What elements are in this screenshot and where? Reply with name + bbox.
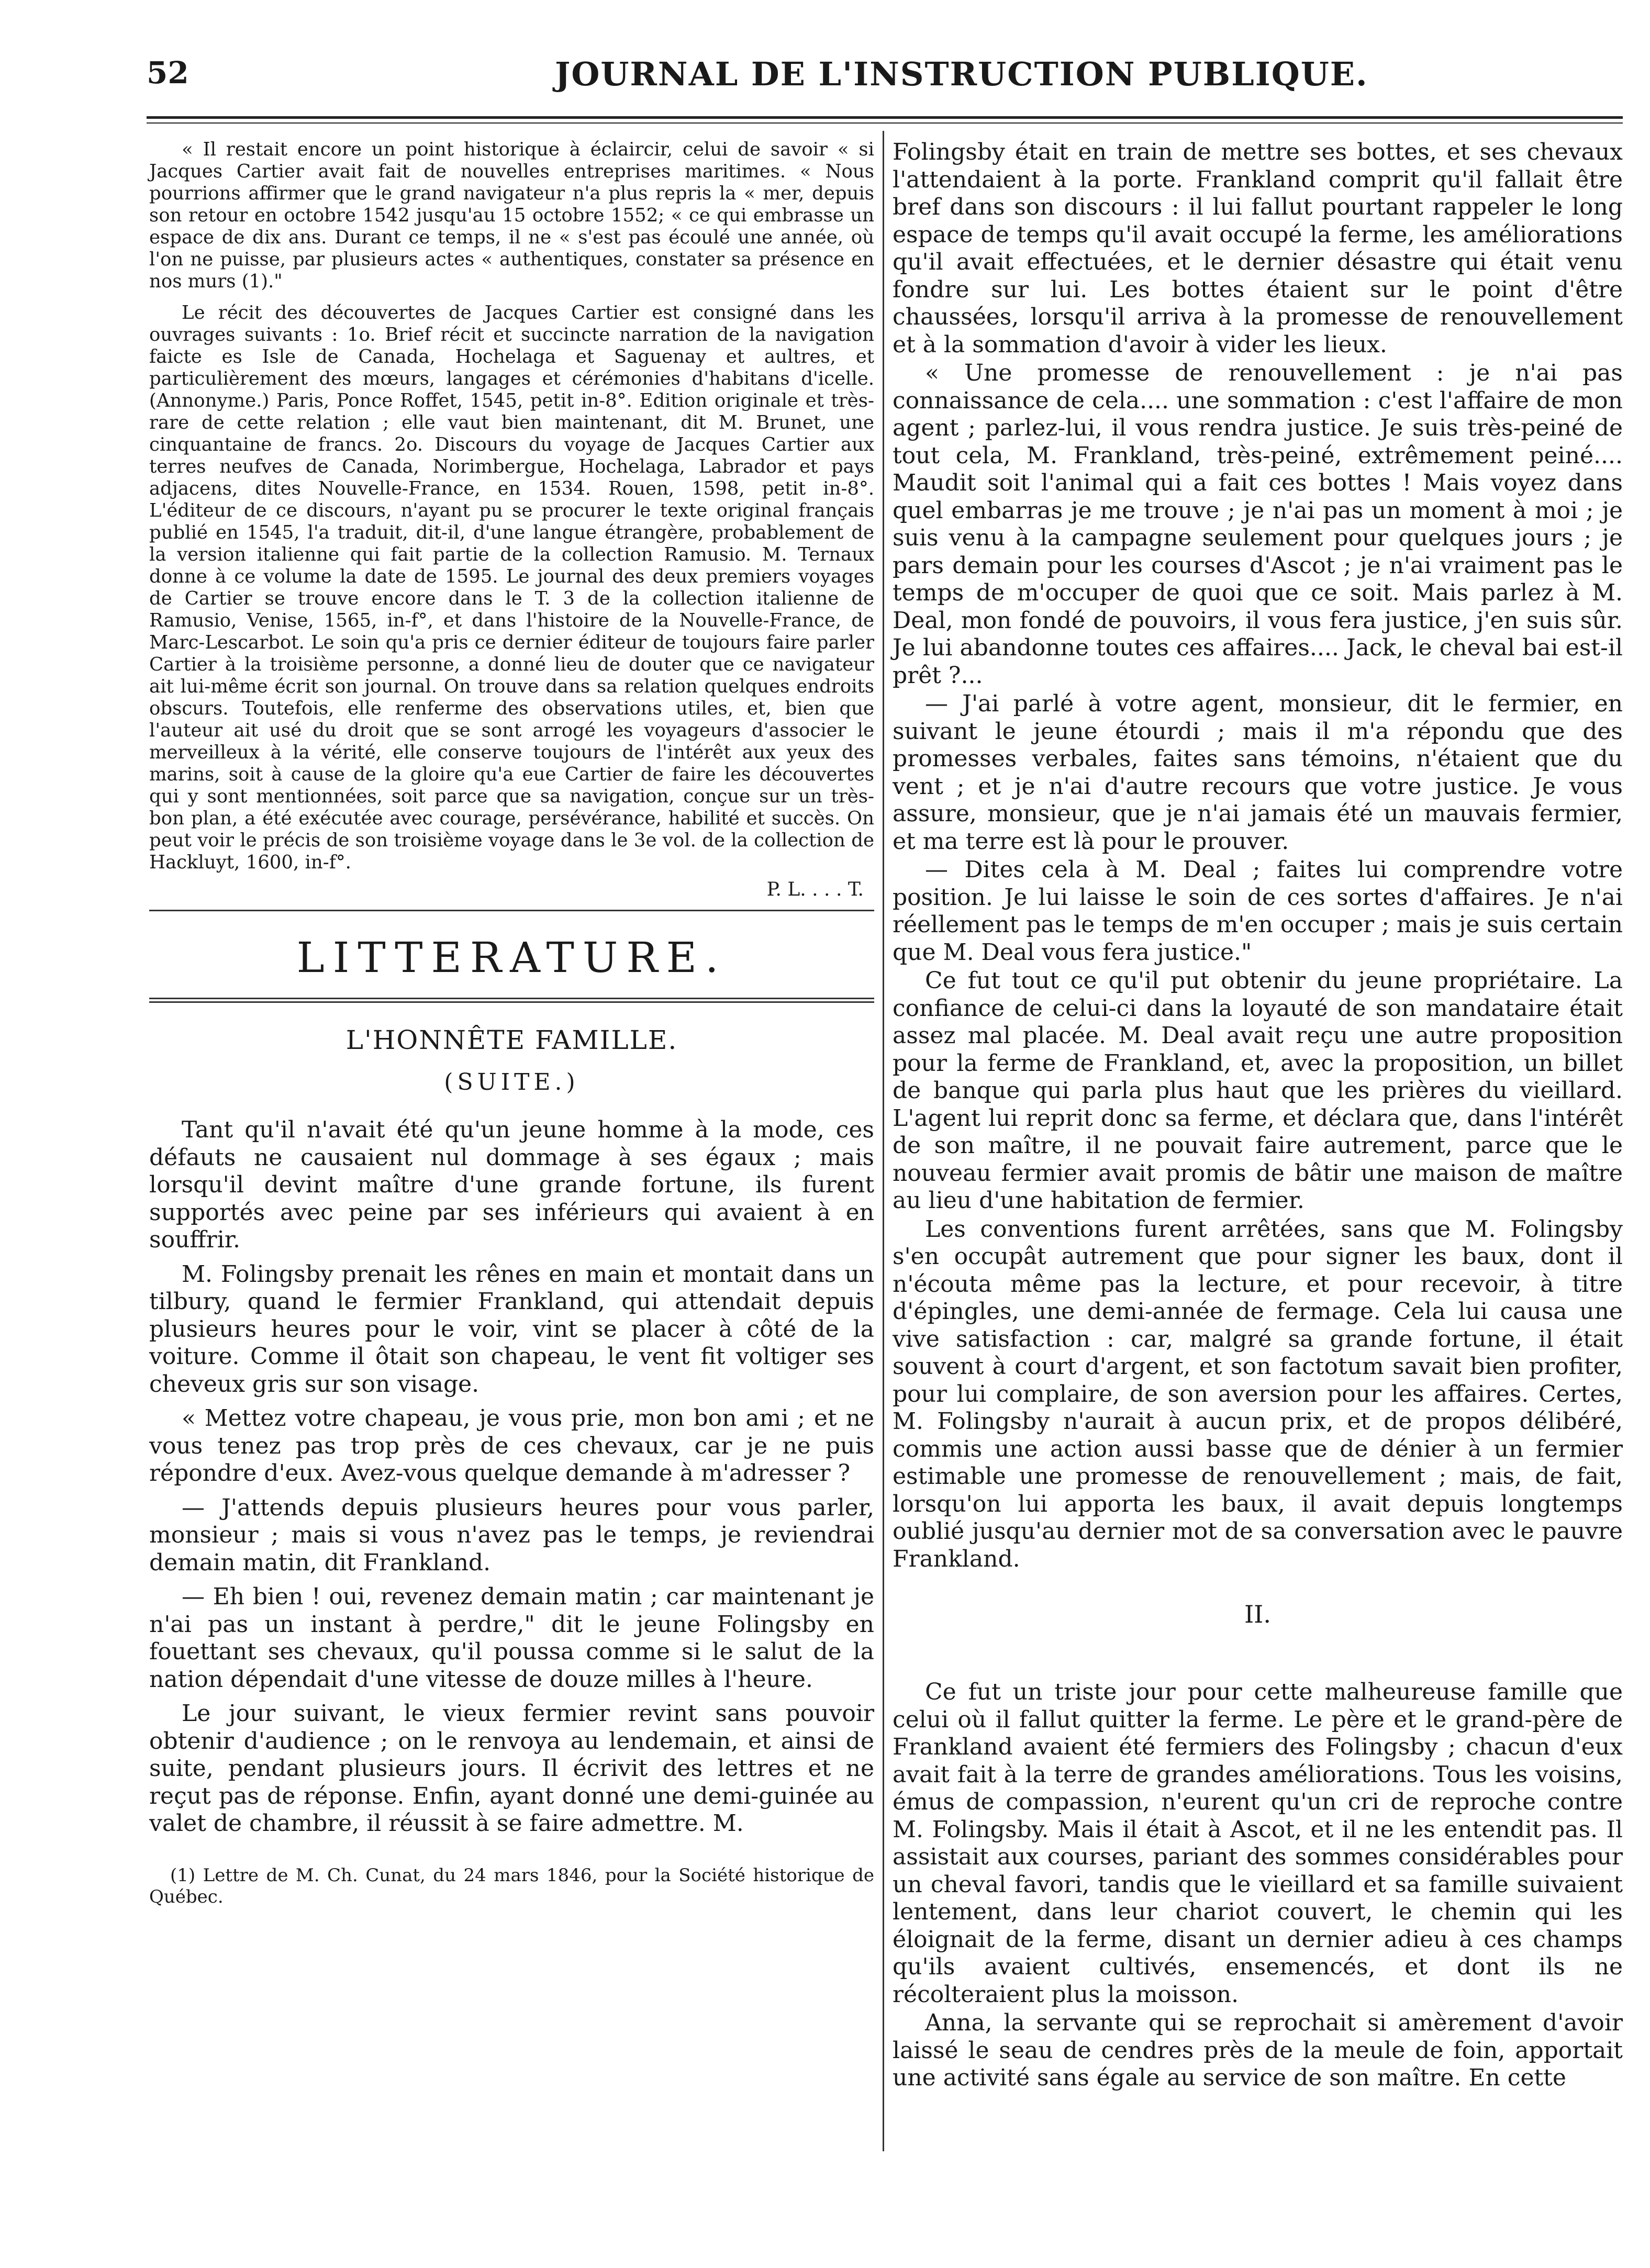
story-paragraph: Le jour suivant, le vieux fermier revint sans pouvoir obtenir d'audience ; on le renvoya au lendemain, et ainsi de suite, pendant plusieurs jours. Il écrivit des lettres et ne reçut pas de réponse. Enfin, ayant donné une demi-guinée au valet de chambre, il réussit à se faire admettre. M. bbox=[149, 1700, 874, 1837]
section-rule-bottom bbox=[149, 998, 874, 1003]
cartier-bibliography: Le récit des découvertes de Jacques Cartier est consigné dans les ouvrages suivants : 1o. Brief récit et succincte narration de la navigation faicte es Isle de Canada, Hochelaga et Saguenay et aultres, et particulièrement des mœurs, langages et cérémonies d'habitans d'icelle. (Annonyme.) Paris, Ponce Roffet, 1545, petit in-8°. Edition originale et très-rare de cette relation ; elle vaut bien maintenant, dit M. Brunet, une cinquantaine de francs. 2o. Discours du voyage de Jacques Cartier aux terres neufves de Canada, Norimbergue, Hochelaga, Labrador et pays adjacens, dites Nouvelle-France, en 1534. Rouen, 1598, petit in-8°. L'éditeur de ce discours, n'ayant pu se procurer le texte original français publié en 1545, l'a traduit, dit-il, d'une langue étrangère, probablement de la version italienne qui fait partie de la collection Ramusio. M. Ternaux donne à ce volume la date de 1595. Le journal des deux premiers voyages de Cartier se trouve encore dans le T. 3 de la collection italienne de Ramusio, Venise, 1565, in-f°, et dans l'histoire de la Nouvelle-France, de Marc-Lescarbot. Le soin qu'a pris ce dernier éditeur de toujours faire parler Cartier à la troisième personne, a donné lieu de douter que ce navigateur ait lui-même écrit son journal. On trouve dans sa relation quelques endroits obscurs. Toutefois, elle renferme des observations utiles, et, bien que l'auteur ait usé du droit que se sont arrogé les voyageurs d'associer le merveilleux à la vérité, elle conserve toujours de l'intérêt aux yeux des marins, soit à cause de la gloire qu'a eue Cartier de faire les découvertes qui y sont mentionnées, soit parce que sa navigation, conçue sur un très-bon plan, a été exécutée avec courage, persévérance, habilité et succès. On peut voir le précis de son troisième voyage dans le 3e vol. de la collection de Hackluyt, 1600, in-f°. bbox=[149, 302, 874, 873]
journal-title: JOURNAL DE L'INSTRUCTION PUBLIQUE. bbox=[555, 55, 1368, 93]
story-paragraph: Anna, la servante qui se reprochait si amèrement d'avoir laissé le seau de cendres près de la meule de foin, apportait une activité sans égale au service de son maître. En cette bbox=[893, 2009, 1623, 2091]
story-text bbox=[149, 1116, 874, 1838]
story-paragraph: Tant qu'il n'avait été qu'un jeune homme à la mode, ces défauts ne causaient nul dommage à ses égaux ; mais lorsqu'il devint maître d'une grande fortune, ils furent supportés avec peine par ses inférieurs qui avaient à en souffrir. bbox=[149, 1116, 874, 1253]
page-number: 52 bbox=[147, 55, 189, 91]
footnote: (1) Lettre de M. Ch. Cunat, du 24 mars 1846, pour la Société historique de Québec. bbox=[149, 1864, 874, 1907]
chapter-heading: II. bbox=[1244, 1600, 1271, 1628]
story-paragraph: Ce fut tout ce qu'il put obtenir du jeune propriétaire. La confiance de celui-ci dans la loyauté de son mandataire était assez mal placée. M. Deal avait reçu une autre proposition pour la ferme de Frankland, et, avec la proposition, un billet de banque qui parla plus haut que les prières du vieillard. L'agent lui reprit donc sa ferme, et déclara que, dans l'intérêt de son maître, il ne pouvait faire autrement, parce que le nouveau fermier avait promis de bâtir une maison de maître au lieu d'une habitation de fermier. bbox=[893, 967, 1623, 1214]
story-subtitle: (SUITE.) bbox=[444, 1069, 579, 1096]
story-paragraph: Les conventions furent arrêtées, sans que M. Folingsby s'en occupât autrement que pour signer les baux, dont il n'écouta même pas la lecture, et pour recevoir, à titre d'épingles, une demi-année de fermage. Cela lui causa une vive satisfaction : car, malgré sa grande fortune, il était souvent à court d'argent, et son factotum savait bien profiter, pour lui complaire, de son aversion pour les affaires. Certes, M. Folingsby n'aurait à aucun prix, et de propos délibéré, commis une action aussi basse que de dénier à un fermier estimable une promesse de renouvellement ; mais, de fait, lorsqu'on lui apporta les baux, il avait depuis longtemps oublié jusqu'au dernier mot de sa conversation avec le pauvre Frankland. bbox=[893, 1215, 1623, 1572]
signature: P. L. . . . T. bbox=[766, 879, 864, 900]
story-paragraph: Folingsby était en train de mettre ses bottes, et ses chevaux l'attendaient à la porte. Frankland comprit qu'il fallait être bref dans son discours : il lui fallut pourtant rappeler le long espace de temps qu'il avait occupé la ferme, les améliorations qu'il avait effectuées, et le dernier désastre qui était venu fondre sur lui. Les bottes étaient sur le point d'être chaussées, lorsqu'il arriva à la promesse de renouvellement et à la sommation d'avoir à vider les lieux. bbox=[893, 139, 1623, 358]
page-header bbox=[147, 50, 1623, 97]
story-continued bbox=[893, 139, 1623, 1573]
story-paragraph: — Eh bien ! oui, revenez demain matin ; car maintenant je n'ai pas un instant à perdre," dit le jeune Folingsby en fouettant ses chevaux, qu'il poussa comme si le salut de la nation dépendait d'une vitesse de douze milles à l'heure. bbox=[149, 1583, 874, 1693]
story-paragraph: « Une promesse de renouvellement : je n'ai pas connaissance de cela.... une sommation : c'est l'affaire de mon agent ; parlez-lui, il vous rendra justice. Je suis très-peiné de tout cela, M. Frankland, très-peiné, extrêmement peiné.... Maudit soit l'animal qui a fait ces bottes ! Mais voyez dans quel embarras je me trouve ; je n'ai pas un moment à moi ; je suis venu à la campagne seulement pour quelques jours ; je pars demain pour les courses d'Ascot ; je n'ai vraiment pas le temps de m'occuper de quoi que ce soit. Mais parlez à M. Deal, mon fondé de pouvoirs, il vous fera justice, j'en suis sûr. Je lui abandonne toutes ces affaires.... Jack, le cheval bai est-il prêt ?... bbox=[893, 360, 1623, 689]
story-paragraph: Ce fut un triste jour pour cette malheureuse famille que celui où il fallut quitter la ferme. Le père et le grand-père de Frankland avaient été fermiers des Folingsby ; chacun d'eux avait fait à la terre de grandes améliorations. Tous les voisins, émus de compassion, n'eurent qu'un cri de reproche contre M. Folingsby. Mais il était à Ascot, et il ne les entendit pas. Il assistait aux courses, pariant des sommes considérables pour un cheval favori, tandis que le vieillard et sa famille suivaient lentement, dans leur chariot couvert, le chemin qui les éloignait de la ferme, disant un dernier adieu à ces champs qu'ils avaient cultivés, ensemencés, et dont ils ne récolteraient plus la moisson. bbox=[893, 1679, 1623, 2008]
story-paragraph: « Mettez votre chapeau, je vous prie, mon bon ami ; et ne vous tenez pas trop près de ces chevaux, car je ne puis répondre d'eux. Avez-vous quelque demande à m'adresser ? bbox=[149, 1405, 874, 1487]
right-column bbox=[893, 139, 1623, 2092]
header-rule bbox=[147, 116, 1623, 124]
story-title: L'HONNÊTE FAMILLE. bbox=[345, 1025, 678, 1055]
story-paragraph: M. Folingsby prenait les rênes en main et montait dans un tilbury, quand le fermier Frankland, qui attendait depuis plusieurs heures pour le voir, vint se placer à côté de la voiture. Comme il ôtait son chapeau, le vent fit voltiger ses cheveux gris sur son visage. bbox=[149, 1260, 874, 1398]
cartier-quote: « Il restait encore un point historique à éclaircir, celui de savoir « si Jacques Cartier avait fait de nouvelles entreprises maritimes. « Nous pourrions affirmer que le grand navigateur n'a plus repris la « mer, depuis son retour en octobre 1542 jusqu'au 15 octobre 1552; « ce qui embrasse un espace de dix ans. Durant ce temps, il ne « s'est pas écoulé une année, où l'on ne puisse, par plusieurs actes « authentiques, constater sa présence en nos murs (1)." bbox=[149, 139, 874, 292]
left-column bbox=[149, 139, 874, 1908]
story-paragraph: — Dites cela à M. Deal ; faites lui comprendre votre position. Je lui laisse le soin de ces sortes d'affaires. Je n'ai réellement pas le temps de m'en occuper ; mais je suis certain que M. Deal vous fera justice." bbox=[893, 856, 1623, 966]
story-paragraph: — J'attends depuis plusieurs heures pour vous parler, monsieur ; mais si vous n'avez pas le temps, je reviendrai demain matin, dit Frankland. bbox=[149, 1494, 874, 1576]
section-title: LITTERATURE. bbox=[296, 933, 727, 982]
chapter-text bbox=[893, 1679, 1623, 2092]
history-note bbox=[149, 139, 874, 874]
story-paragraph: — J'ai parlé à votre agent, monsieur, dit le fermier, en suivant le jeune étourdi ; mais il m'a répondu que des promesses verbales, faites sans témoins, n'étaient que du vent ; et je n'ai d'autre recours que votre justice. Je vous assure, monsieur, que je n'ai jamais été un mauvais fermier, et ma terre est là pour le prouver. bbox=[893, 690, 1623, 855]
column-divider bbox=[883, 131, 884, 2151]
section-rule-top bbox=[149, 910, 874, 911]
